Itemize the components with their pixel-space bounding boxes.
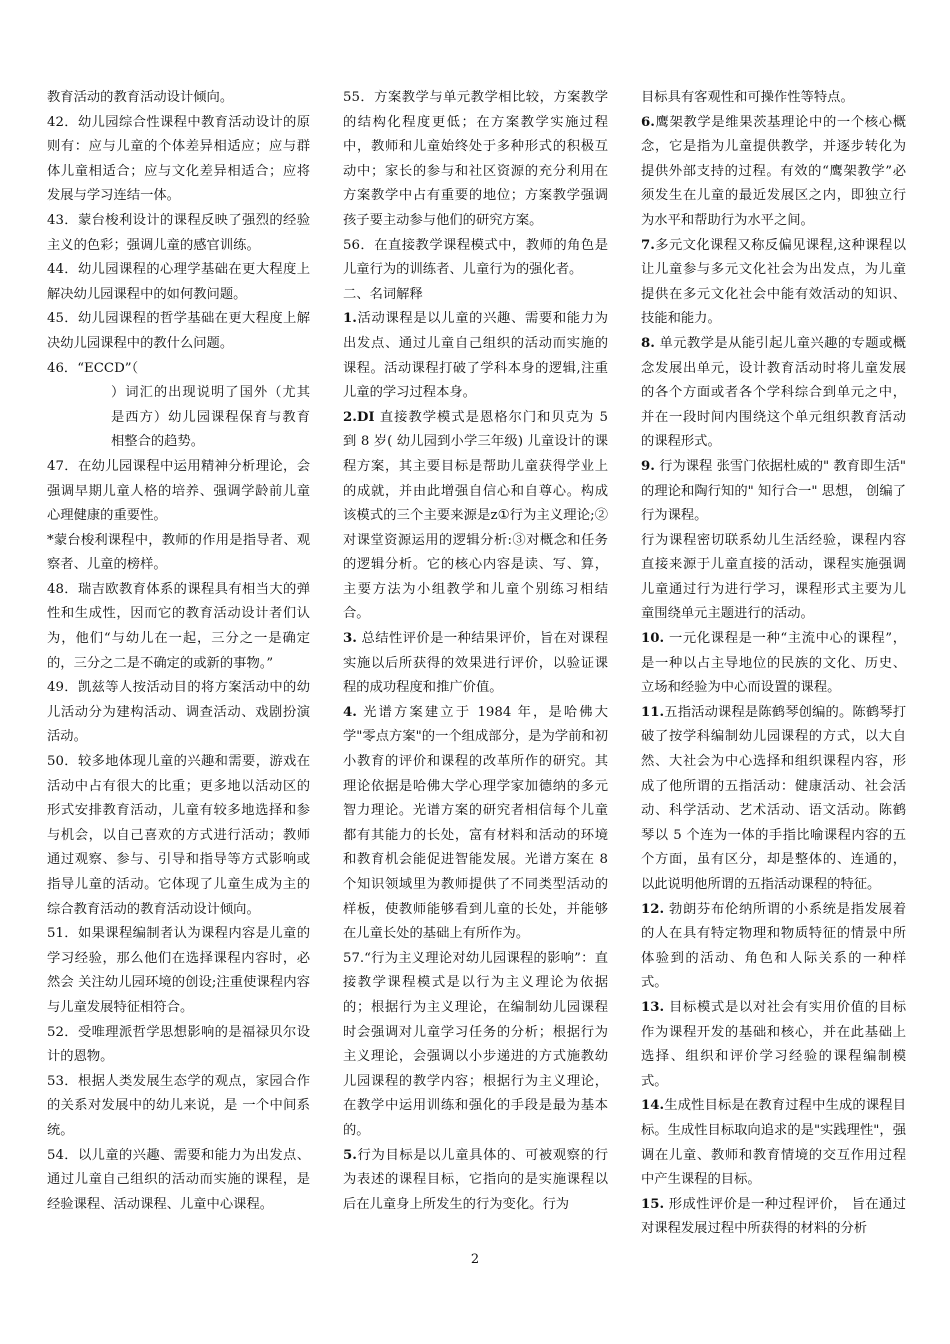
section-heading: 二、名词解释 (343, 286, 423, 302)
paragraph: 13. 目标模式是以对社会有实用价值的目标作为课程开发的基础和核心，并在此基础上选择、组织和评价学习经验的课程编制模式。 (641, 999, 906, 1089)
paragraph: 5.行为目标是以儿童具体的、可被观察的行为表述的课程目标，它指向的是实施课程以后在儿童身上所发生的行为变化。行为 (343, 1147, 608, 1212)
paragraph: 54．以儿童的兴趣、需要和能力为出发点、通过儿童自己组织的活动而实施的课程，是经验课程、活动课程、儿童中心课程。 (47, 1147, 310, 1212)
paragraph: 11.五指活动课程是陈鹤琴创编的。陈鹤琴打破了按学科编制幼儿园课程的方式，以大自然、大社会为中心选择和组织课程内容，形成了他所谓的五指活动：健康活动、社会活动、科学活动、艺术活动、语文活动。陈鹤琴以 5 个连为一体的手指比喻课程内容的五个方面，虽有区分，却是整体的、连通的，以此说明他所谓的五指活动课程的特征。 (641, 704, 906, 892)
column-middle (343, 86, 608, 1217)
paragraph: ）词汇的出现说明了国外（尤其是西方）幼儿园课程保育与教育相整合的趋势。 (111, 385, 310, 450)
paragraph: *蒙台梭利课程中，教师的作用是指导者、观察者、儿童的榜样。 (47, 532, 310, 573)
page-number: 2 (470, 1252, 480, 1267)
paragraph: 56．在直接教学课程模式中，教师的角色是儿童行为的训练者、儿童行为的强化者。 (343, 237, 608, 278)
paragraph: 52．受唯理派哲学思想影响的是福禄贝尔设计的恩物。 (47, 1024, 310, 1065)
paragraph: 4. 光谱方案建立于 1984 年，是哈佛大学"零点方案"的一个组成部分，是为学前和初小教育的评价和课程的改革所作的研究。其理论依据是哈佛大学心理学家加德纳的多元智力理论。光谱方案的研究者相信每个儿童都有其能力的长处，富有材料和活动的环境和教育机会能促进智能发展。光谱方案在 8 个知识领域里为教师提供了不同类型活动的样板，使教师能够看到儿童的长处，并能够在儿童长处的基础上有所作为。 (343, 704, 608, 942)
paragraph: 14.生成性目标是在教育过程中生成的课程目标。生成性目标取向追求的是"实践理性"，强调在儿童、教师和教育情境的交互作用过程中产生课程的目标。 (641, 1098, 906, 1188)
paragraph: 42．幼儿园综合性课程中教育活动设计的原则有：应与儿童的个体差异相适应；应与群体儿童相适合；应与文化差异相适合；应将发展与学习连结一体。 (47, 114, 310, 204)
paragraph: 10. 一元化课程是一种“主流中心的课程”，是一种以占主导地位的民族的文化、历史、立场和经验为中心而设置的课程。 (641, 631, 906, 696)
paragraph: 2.DI 直接教学模式是恩格尔门和贝克为 5 到 8 岁( 幼儿园到小学三年级) 儿童设计的课程方案，其主要目标是帮助儿童获得学业上的成就，并由此增强自信心和自尊心。构成该模式的三个主要来源是z①行为主义理论;②对课堂资源运用的逻辑分析:③对概念和任务的逻辑分析。它的核心内容是读、写、算，主要方法为小组教学和儿童个别练习相结合。 (343, 409, 608, 622)
paragraph: 43．蒙台梭利设计的课程反映了强烈的经验主义的色彩；强调儿童的感官训练。 (47, 212, 310, 253)
paragraph: 45．幼儿园课程的哲学基础在更大程度上解决幼儿园课程中的教什么问题。 (47, 311, 310, 351)
paragraph: 57.“行为主义理论对幼儿园课程的影响”：直接教学课程模式是以行为主义理论为依据的；根据行为主义理论，在编制幼儿园课程时会强调对儿童学习任务的分析；根据行为主义理论，会强调以小步递进的方式施教幼儿园课程的教学内容；根据行为主义理论，在教学中运用训练和强化的手段是最为基本的。 (343, 950, 608, 1138)
paragraph: 教育活动的教育活动设计倾向。 (47, 90, 234, 105)
paragraph: 15. 形成性评价是一种过程评价， 旨在通过对课程发展过程中所获得的材料的分析 (641, 1196, 906, 1237)
column-right (641, 86, 906, 1242)
paragraph: 50．较多地体现儿童的兴趣和需要，游戏在活动中占有很大的比重；更多地以活动区的形式安排教育活动，儿童有较多地选择和参与机会，以自己喜欢的方式进行活动；教师通过观察、参与、引导和指导等方式影响或指导儿童的活动。它体现了儿童生成为主的综合教育活动的教育活动设计倾向。 (47, 754, 310, 917)
paragraph: 55．方案教学与单元教学相比较，方案教学的结构化程度更低；在方案教学实施过程中，教师和儿童始终处于多种形式的积极互动中；家长的参与和社区资源的充分利用在方案教学中占有重要的地位；方案教学强调孩子要主动参与他们的研究方案。 (343, 90, 608, 228)
paragraph: 51．如果课程编制者认为课程内容是儿童的学习经验，那么他们在选择课程内容时，必然会 关注幼儿园环境的创设;注重使课程内容与儿童发展特征相符合。 (47, 926, 310, 1015)
column-left (47, 86, 310, 1217)
paragraph: 行为课程密切联系幼儿生活经验，课程内容直接来源于儿童直接的活动，课程实施强调儿童通过行为进行学习，课程形式主要为儿童围绕单元主题进行的活动。 (641, 532, 906, 622)
paragraph: 44．幼儿园课程的心理学基础在更大程度上解决幼儿园课程中的如何教问题。 (47, 262, 310, 302)
paragraph: 3. 总结性评价是一种结果评价，旨在对课程实施以后所获得的效果进行评价，以验证课程的成功程度和推广价值。 (343, 631, 608, 696)
paragraph: 9. 行为课程 张雪门依据杜威的" 教育即生活" 的理论和陶行知的" 知行合一" 思想， 创编了行为课程。 (641, 458, 906, 524)
paragraph: 8. 单元教学是从能引起儿童兴趣的专题或概念发展出单元，设计教育活动时将儿童发展的各个方面或者各个学科综合到单元之中，并在一段时间内围绕这个单元组织教育活动的课程形式。 (641, 335, 906, 450)
paragraph: 48．瑞吉欧教育体系的课程具有相当大的弹性和生成性，因而它的教育活动设计者们认为，他们“与幼儿在一起，三分之一是确定的，三分之二是不确定的或新的事物。” (47, 581, 310, 671)
paragraph: 47．在幼儿园课程中运用精神分析理论，会强调早期儿童人格的培养、强调学龄前儿童心理健康的重要性。 (47, 458, 310, 524)
paragraph: 目标具有客观性和可操作性等特点。 (641, 90, 854, 105)
paragraph: 1.活动课程是以儿童的兴趣、需要和能力为出发点、通过儿童自己组织的活动而实施的课程。活动课程打破了学科本身的逻辑,注重儿童的学习过程本身。 (343, 311, 608, 401)
paragraph: 6.鹰架教学是维果茨基理论中的一个核心概念，它是指为儿童提供教学，并逐步转化为提供外部支持的过程。有效的“鹰架教学”必须发生在儿童的最近发展区之内，即独立行为水平和帮助行为水平之间。 (641, 114, 906, 228)
paragraph: 53．根据人类发展生态学的观点，家园合作的关系对发展中的幼儿来说，是 一个中间系统。 (47, 1073, 310, 1138)
paragraph: 7.多元文化课程又称反偏见课程,这种课程以让儿童参与多元文化社会为出发点，为儿童提供在多元文化社会中能有效活动的知识、技能和能力。 (641, 237, 906, 327)
paragraph: 46．“ECCD”（ (47, 360, 139, 376)
paragraph: 49．凯兹等人按活动目的将方案活动中的幼儿活动分为建构活动、调查活动、戏剧扮演活动。 (47, 680, 310, 745)
paragraph: 12. 勃朗芬布伦纳所谓的小系统是指发展着的人在具有特定物理和物质特征的情景中所体验到的活动、角色和人际关系的一种样式。 (641, 901, 906, 991)
